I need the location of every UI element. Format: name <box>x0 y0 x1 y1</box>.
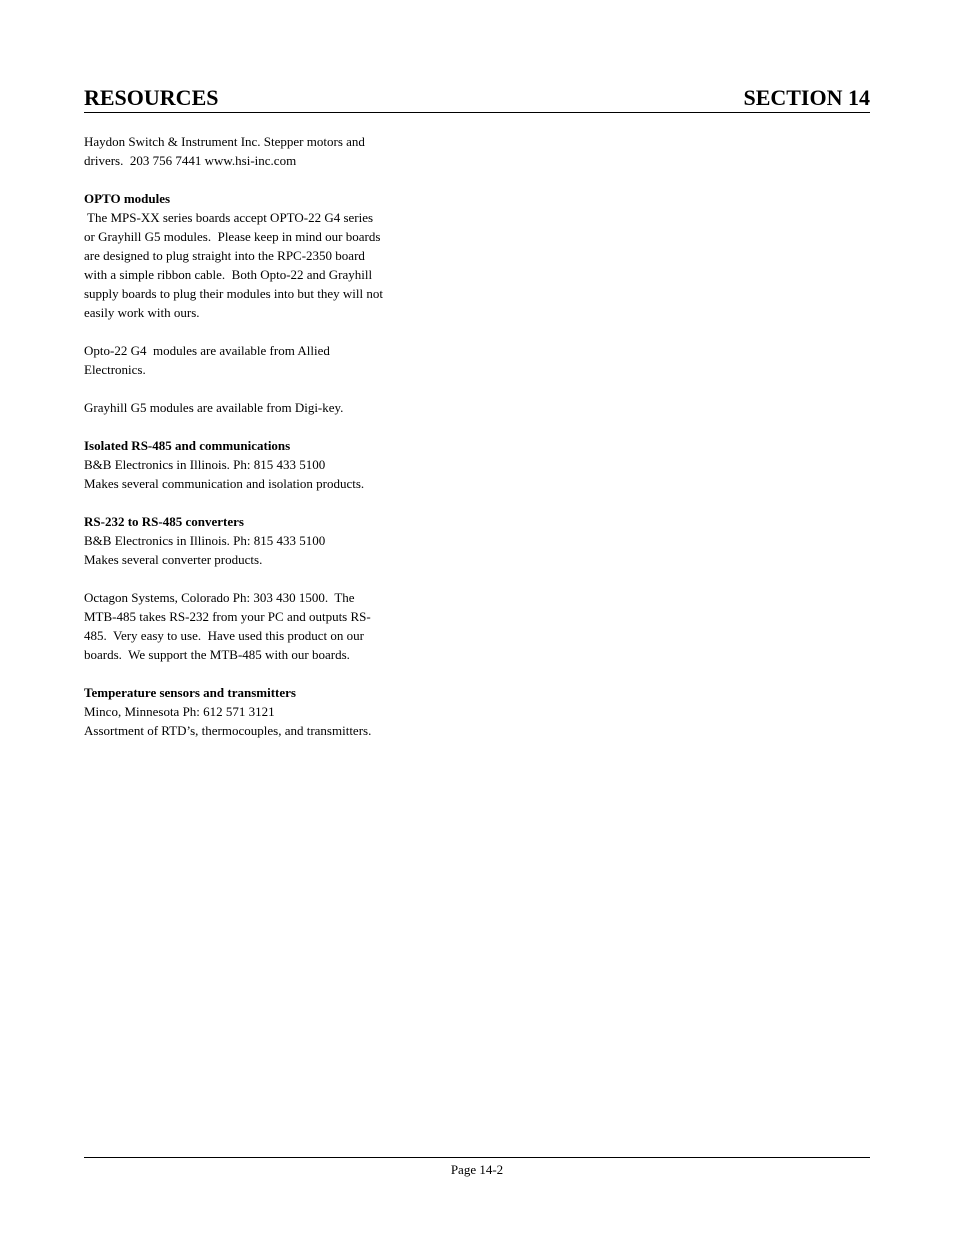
text-line: Opto-22 G4 modules are available from Allied <box>84 343 330 358</box>
text-line: or Grayhill G5 modules. Please keep in mind our boards <box>84 229 381 244</box>
text-line: supply boards to plug their modules into but they will not <box>84 286 383 301</box>
text-line: Haydon Switch & Instrument Inc. Stepper motors and <box>84 134 365 149</box>
text-line: are designed to plug straight into the RPC-2350 board <box>84 248 365 263</box>
text-line: easily work with ours. <box>84 305 200 320</box>
resource-block-grayhill <box>84 398 464 417</box>
resource-block-opto22 <box>84 341 464 379</box>
section-heading: Temperature sensors and transmitters <box>84 685 296 700</box>
text-line: drivers. 203 756 7441 www.hsi-inc.com <box>84 153 297 168</box>
footer-divider <box>84 1157 870 1158</box>
text-line: boards. We support the MTB-485 with our boards. <box>84 647 350 662</box>
resource-block-haydon <box>84 132 464 170</box>
text-line: Minco, Minnesota Ph: 612 571 3121 <box>84 704 275 719</box>
text-line: B&B Electronics in Illinois. Ph: 815 433 5100 <box>84 533 326 548</box>
text-line: MTB-485 takes RS-232 from your PC and outputs RS- <box>84 609 371 624</box>
resource-block-rs485 <box>84 436 464 493</box>
section-heading: OPTO modules <box>84 191 171 206</box>
text-line: Electronics. <box>84 362 146 377</box>
text-line: Octagon Systems, Colorado Ph: 303 430 1500. The <box>84 590 355 605</box>
resource-block-octagon <box>84 588 464 664</box>
section-heading: RS-232 to RS-485 converters <box>84 514 244 529</box>
page-title: RESOURCES <box>84 85 219 110</box>
section-label: SECTION 14 <box>743 85 870 110</box>
text-line: Makes several communication and isolation products. <box>84 476 365 491</box>
page-header <box>84 84 870 113</box>
page-number: Page 14-2 <box>450 1162 504 1177</box>
text-line: Makes several converter products. <box>84 552 263 567</box>
text-line: Grayhill G5 modules are available from Digi-key. <box>84 400 344 415</box>
section-heading: Isolated RS-485 and communications <box>84 438 291 453</box>
text-line: 485. Very easy to use. Have used this product on our <box>84 628 364 643</box>
text-line: with a simple ribbon cable. Both Opto-22 and Grayhill <box>84 267 373 282</box>
resource-block-converters <box>84 512 464 569</box>
text-line: B&B Electronics in Illinois. Ph: 815 433 5100 <box>84 457 326 472</box>
resource-block-opto <box>84 189 464 322</box>
resource-list <box>84 132 464 759</box>
text-line: The MPS-XX series boards accept OPTO-22 G4 series <box>84 210 374 225</box>
resource-block-temperature <box>84 683 464 740</box>
text-line: Assortment of RTD’s, thermocouples, and transmitters. <box>84 723 372 738</box>
